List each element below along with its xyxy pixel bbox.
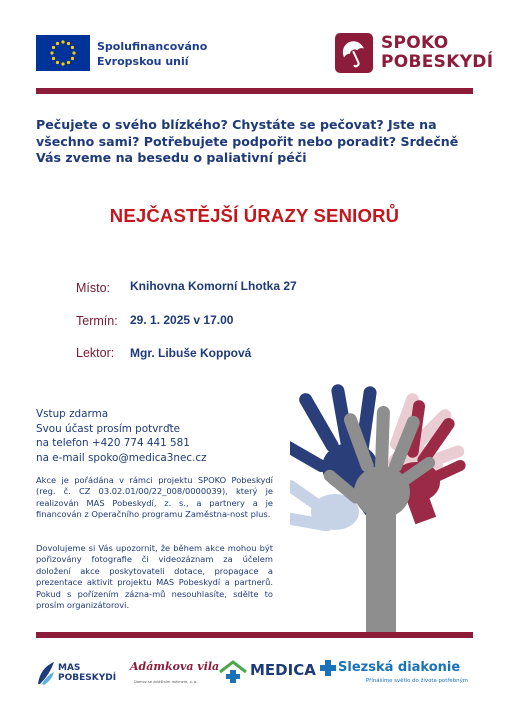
mas-pobeskydi-logo [36,660,116,690]
spoko-logo [335,33,494,75]
adamkova-vila-logo [128,658,220,688]
adam-name: Adámkova vila [130,660,220,673]
diakonie-name: Slezská diakonie [338,660,461,675]
contact-line2: Svou účast prosím potvrďte [36,422,181,435]
adam-sub: Domov se zvláštním režimem, o. p. [134,680,198,684]
slezska-diakonie-logo [320,660,475,688]
contact-line1: Vstup zdarma [36,408,109,420]
lecturer-label: Lektor: [76,346,115,360]
mas-line1: MAS [58,663,81,673]
brand-line2: POBESKYDÍ [381,52,494,72]
hands-illustration [290,372,490,634]
bottom-divider [36,632,473,638]
medica-name: MEDICA [250,661,316,679]
eu-text-line1: Spolufinancováno [97,40,208,53]
brand-line1: SPOKO [381,33,449,53]
lecturer-value: Mgr. Libuše Koppová [130,346,252,360]
contact-block [36,407,207,465]
project-paragraph: Akce je pořádána v rámci projektu SPOKO Pobeskydí (reg. č. CZ 03.02.01/00/22_008/0000039), který je realizován MAS Pobeskydí, z. s., a partnery a je financován z Operačního programu Zaměstna-nost plus. [36,475,273,520]
contact-line4: na e-mail spoko@medica3nec.cz [36,451,207,464]
intro-text: Pečujete o svého blízkého? Chystáte se pečovat? Jste na všechno sami? Potřebujete podpořit nebo poradit? Srdečně Vás zveme na besedu o paliativní péči [36,117,459,165]
place-label: Místo: [76,281,111,295]
eu-text-line2: Evropskou unií [97,55,189,68]
top-divider [36,88,473,94]
mas-line2: POBESKYDÍ [58,673,117,683]
mas-text [58,663,116,683]
diakonie-sub: Přinášíme světlo do života potřebným [366,678,469,684]
place-value: Knihovna Komorní Lhotka 27 [130,279,297,293]
event-title: NEJČASTĚJŠÍ ÚRAZY SENIORŮ [109,205,400,226]
eu-cofinance-text [97,39,207,69]
diakonie-cross-icon [320,660,336,676]
notice-paragraph: Dovolujeme si Vás upozornit, že během akce mohou být pořizovány fotografie či videozáznam za účelem doložení akce poskytovateli dotace, propagace a prezentace aktivit projektu MAS Pobeskydí a partnerů. Pokud s pořízením zázna-mů nesouhlasíte, sdělte to prosím organizátorovi. [36,543,273,611]
date-value: 29. 1. 2025 v 17.00 [130,313,234,327]
medica-logo [218,660,316,684]
medica-house-icon [218,660,248,684]
umbrella-icon [335,33,373,73]
date-label: Termín: [76,314,118,328]
brand-name [381,34,493,72]
mas-leaf-icon [36,660,56,686]
eu-flag-icon [36,35,90,71]
contact-line3: na telefon +420 774 441 581 [36,437,190,449]
